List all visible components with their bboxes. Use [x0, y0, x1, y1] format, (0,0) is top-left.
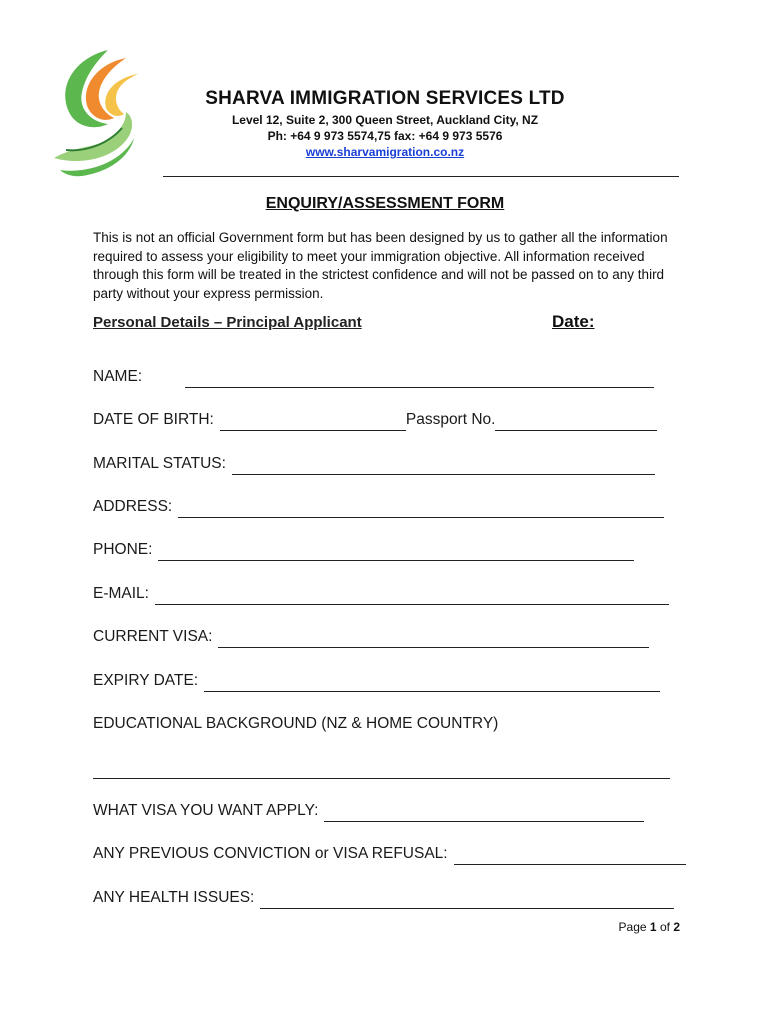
- field-row-educational-background-answer: [93, 757, 670, 779]
- form-title: ENQUIRY/ASSESSMENT FORM: [265, 195, 505, 212]
- field-label-passport: Passport No.: [405, 411, 496, 428]
- field-label-educational-background: EDUCATIONAL BACKGROUND (NZ & HOME COUNTRY): [93, 715, 499, 732]
- passport-input-line[interactable]: [495, 412, 657, 431]
- field-label-dob: DATE OF BIRTH:: [93, 411, 214, 428]
- sharva-logo-icon: [52, 48, 144, 180]
- phone-input-line[interactable]: [158, 542, 634, 561]
- header-divider: [163, 176, 679, 177]
- of-word: of: [659, 920, 670, 934]
- total-pages: 2: [673, 920, 680, 934]
- field-row-dob-passport: [93, 409, 657, 431]
- field-label-previous-conviction: ANY PREVIOUS CONVICTION or VISA REFUSAL:: [93, 845, 448, 862]
- field-row-expiry-date: [93, 670, 660, 692]
- marital-status-input-line[interactable]: [232, 456, 655, 475]
- company-phone-fax: Ph: +64 9 973 5574,75 fax: +64 9 973 5576: [267, 129, 503, 143]
- intro-paragraph: This is not an official Government form but has been designed by us to gather all the information required to assess your eligibility to meet your immigration objective. All information received through this form will be treated in the strictest confidence and will not be passed on to any third party without your express permission.: [93, 230, 668, 301]
- field-row-name: [93, 366, 654, 388]
- field-row-current-visa: [93, 626, 649, 648]
- field-label-address: ADDRESS:: [93, 498, 173, 515]
- page-number: [560, 920, 680, 934]
- company-website-link[interactable]: www.sharvamigration.co.nz: [305, 145, 465, 159]
- visa-wanted-input-line[interactable]: [324, 803, 644, 822]
- company-name: SHARVA IMMIGRATION SERVICES LTD: [205, 88, 565, 109]
- field-row-health-issues: [93, 887, 674, 909]
- field-label-current-visa: CURRENT VISA:: [93, 628, 213, 645]
- field-row-email: [93, 583, 669, 605]
- email-input-line[interactable]: [155, 586, 669, 605]
- field-row-marital-status: [93, 453, 655, 475]
- field-row-previous-conviction: [93, 843, 686, 865]
- field-label-email: E-MAIL:: [93, 585, 149, 602]
- educational-background-input-line[interactable]: [93, 760, 670, 779]
- section-heading-personal-details: Personal Details – Principal Applicant: [93, 314, 362, 331]
- company-address: Level 12, Suite 2, 300 Queen Street, Auckland City, NZ: [231, 113, 539, 127]
- page-word: Page: [618, 920, 647, 934]
- health-issues-input-line[interactable]: [260, 890, 674, 909]
- name-input-line[interactable]: [185, 369, 654, 388]
- field-label-visa-wanted: WHAT VISA YOU WANT APPLY:: [93, 802, 319, 819]
- dob-input-line[interactable]: [220, 412, 406, 431]
- field-label-health-issues: ANY HEALTH ISSUES:: [93, 889, 255, 906]
- current-visa-input-line[interactable]: [218, 629, 649, 648]
- previous-conviction-input-line[interactable]: [454, 846, 686, 865]
- field-label-phone: PHONE:: [93, 541, 153, 558]
- field-row-visa-wanted: [93, 800, 644, 822]
- field-row-address: [93, 496, 664, 518]
- address-input-line[interactable]: [178, 499, 664, 518]
- field-row-educational-background: [93, 713, 498, 735]
- field-label-name: NAME:: [93, 368, 143, 385]
- field-label-expiry-date: EXPIRY DATE:: [93, 672, 199, 689]
- date-label: Date:: [552, 312, 595, 331]
- expiry-date-input-line[interactable]: [204, 673, 660, 692]
- field-row-phone: [93, 539, 634, 561]
- field-label-marital-status: MARITAL STATUS:: [93, 455, 226, 472]
- current-page: 1: [649, 920, 657, 934]
